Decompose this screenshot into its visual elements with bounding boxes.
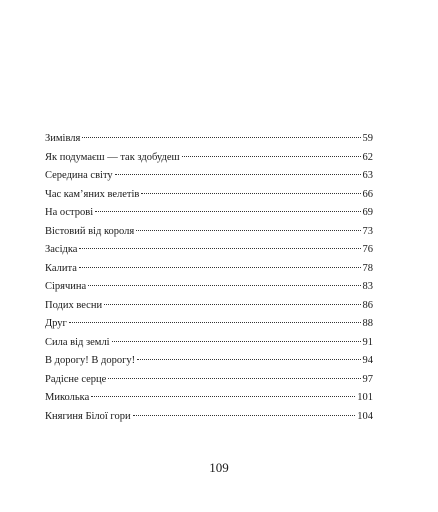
dot-leader xyxy=(115,174,361,175)
toc-entry xyxy=(45,260,373,279)
toc-entry-page: 104 xyxy=(357,410,373,422)
toc-entry-title: Засідка xyxy=(45,244,78,255)
toc-entry-title: Сила від землі xyxy=(45,336,110,348)
toc-entry-title: Друг xyxy=(45,318,67,329)
toc-entry xyxy=(45,408,373,427)
dot-leader xyxy=(112,341,361,342)
toc-entry-title: Зимівля xyxy=(45,133,81,144)
toc-entry xyxy=(45,352,373,371)
toc-entry-page: 83 xyxy=(362,281,373,292)
toc-entry xyxy=(45,130,373,149)
toc-entry xyxy=(45,204,373,223)
dot-leader xyxy=(133,415,356,416)
dot-leader xyxy=(79,248,360,249)
toc-entry xyxy=(45,389,373,408)
toc-entry xyxy=(45,167,373,186)
toc-entry-title: Час кам’яних велетів xyxy=(45,188,140,200)
dot-leader xyxy=(91,396,355,397)
dot-leader xyxy=(88,285,360,286)
table-of-contents xyxy=(45,130,373,426)
toc-entry-title: Калита xyxy=(45,262,77,274)
toc-entry-title: Сірячина xyxy=(45,281,87,292)
toc-entry-title: На острові xyxy=(45,207,94,218)
toc-entry xyxy=(45,371,373,390)
toc-entry xyxy=(45,297,373,316)
dot-leader xyxy=(182,156,361,157)
toc-entry-page: 63 xyxy=(362,170,373,181)
toc-entry xyxy=(45,186,373,205)
toc-entry-title: Середина світу xyxy=(45,170,113,181)
toc-entry-page: 78 xyxy=(362,262,373,274)
dot-leader xyxy=(136,230,360,231)
toc-entry-page: 76 xyxy=(362,244,373,255)
toc-entry-page: 66 xyxy=(362,188,373,200)
dot-leader xyxy=(82,137,360,138)
toc-entry xyxy=(45,149,373,168)
toc-entry-page: 69 xyxy=(362,207,373,218)
toc-entry-page: 88 xyxy=(362,318,373,329)
toc-entry xyxy=(45,315,373,334)
toc-entry-page: 62 xyxy=(362,151,373,163)
toc-entry-title: Княгиня Білої гори xyxy=(45,410,131,422)
toc-entry-page: 94 xyxy=(362,355,373,366)
toc-entry xyxy=(45,241,373,260)
dot-leader xyxy=(108,378,360,379)
dot-leader xyxy=(69,322,361,323)
dot-leader xyxy=(141,193,360,194)
toc-entry xyxy=(45,278,373,297)
toc-entry-title: Вістовий від короля xyxy=(45,225,135,237)
dot-leader xyxy=(79,267,361,268)
toc-entry-title: Радісне серце xyxy=(45,373,107,385)
toc-entry-page: 59 xyxy=(362,133,373,144)
toc-entry xyxy=(45,334,373,353)
toc-entry-page: 101 xyxy=(357,392,373,403)
toc-entry-title: Миколька xyxy=(45,392,90,403)
toc-entry-title: Подих весни xyxy=(45,299,103,311)
toc-entry-page: 91 xyxy=(362,336,373,348)
toc-entry-title: Як подумаєш — так здобудеш xyxy=(45,151,180,163)
page-number: 109 xyxy=(209,460,229,475)
toc-entry-title: В дорогу! В дорогу! xyxy=(45,355,136,366)
toc-entry xyxy=(45,223,373,242)
dot-leader xyxy=(95,211,360,212)
dot-leader xyxy=(137,359,360,360)
toc-entry-page: 86 xyxy=(362,299,373,311)
toc-entry-page: 73 xyxy=(362,225,373,237)
toc-entry-page: 97 xyxy=(362,373,373,385)
dot-leader xyxy=(104,304,360,305)
